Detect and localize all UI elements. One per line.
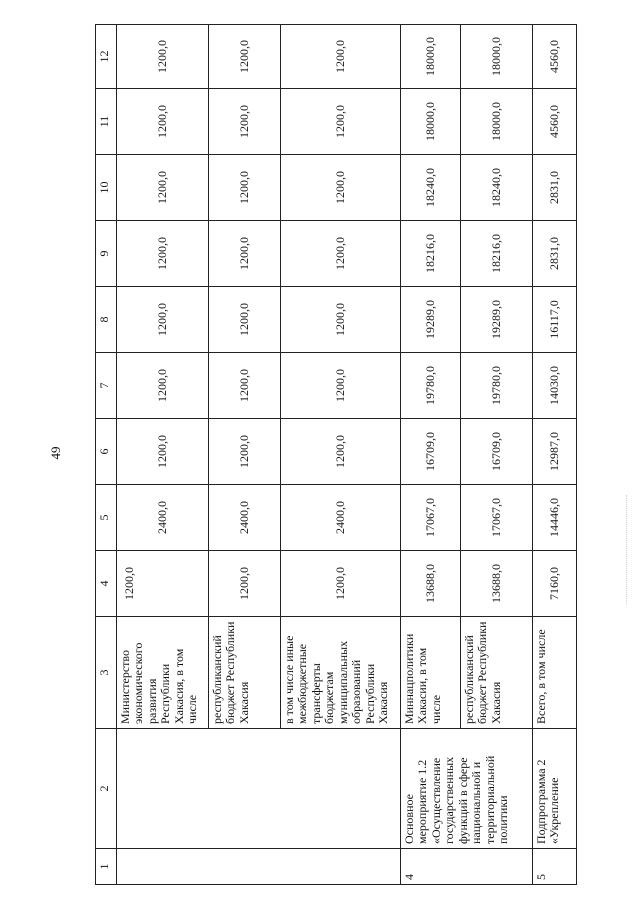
value-cell: 7160,0 xyxy=(533,551,577,617)
value-cell: 13688,0 xyxy=(461,551,533,617)
value-cell: 2400,0 xyxy=(117,485,209,551)
value-cell: 16709,0 xyxy=(461,419,533,485)
value-cell: 1200,0 xyxy=(117,551,209,617)
value-cell: 19780,0 xyxy=(401,353,461,419)
value-cell: 18000,0 xyxy=(461,89,533,155)
value-cell: 1200,0 xyxy=(281,155,401,221)
value-cell: 18240,0 xyxy=(461,155,533,221)
executor-cell: в том числе иные межбюджетные трансферты бюджетам муниципальных образований Республики Хакасия xyxy=(281,617,401,729)
header-cell: 7 xyxy=(96,353,117,419)
value-cell: 1200,0 xyxy=(209,353,281,419)
value-cell: 16709,0 xyxy=(401,419,461,485)
value-cell: 18000,0 xyxy=(401,89,461,155)
header-cell: 3 xyxy=(96,617,117,729)
value-cell: 4560,0 xyxy=(533,89,577,155)
table-row xyxy=(533,25,577,885)
page-number: 49 xyxy=(48,446,63,460)
value-cell: 1200,0 xyxy=(117,89,209,155)
value-cell: 1200,0 xyxy=(209,419,281,485)
value-cell: 18000,0 xyxy=(461,25,533,89)
header-cell: 6 xyxy=(96,419,117,485)
header-cell: 1 xyxy=(96,849,117,885)
value-cell: 18216,0 xyxy=(461,221,533,287)
value-cell: 19289,0 xyxy=(401,287,461,353)
value-cell: 18240,0 xyxy=(401,155,461,221)
value-cell: 2400,0 xyxy=(281,485,401,551)
value-cell: 19289,0 xyxy=(461,287,533,353)
header-cell: 4 xyxy=(96,551,117,617)
value-cell: 4560,0 xyxy=(533,25,577,89)
value-cell: 16117,0 xyxy=(533,287,577,353)
value-cell: 1200,0 xyxy=(117,155,209,221)
value-cell: 1200,0 xyxy=(281,353,401,419)
budget-table xyxy=(95,24,577,885)
header-cell: 5 xyxy=(96,485,117,551)
header-cell: 12 xyxy=(96,25,117,89)
header-cell: 8 xyxy=(96,287,117,353)
value-cell: 1200,0 xyxy=(117,25,209,89)
value-cell: 1200,0 xyxy=(209,89,281,155)
value-cell: 2400,0 xyxy=(209,485,281,551)
value-cell: 14030,0 xyxy=(533,353,577,419)
rotated-page xyxy=(95,25,615,885)
executor-cell: Миннацполитики Хакасии, в том числе xyxy=(401,617,461,729)
header-cell: 2 xyxy=(96,729,117,849)
value-cell: 18000,0 xyxy=(401,25,461,89)
header-cell: 9 xyxy=(96,221,117,287)
value-cell: 1200,0 xyxy=(281,25,401,89)
row-number-cell xyxy=(117,849,401,885)
value-cell: 1200,0 xyxy=(209,551,281,617)
table-row xyxy=(401,25,461,885)
value-cell: 1200,0 xyxy=(209,25,281,89)
executor-cell: республиканский бюджет Республики Хакасия xyxy=(209,617,281,729)
value-cell: 1200,0 xyxy=(209,221,281,287)
value-cell: 14446,0 xyxy=(533,485,577,551)
value-cell: 1200,0 xyxy=(209,155,281,221)
value-cell: 1200,0 xyxy=(117,287,209,353)
value-cell: 13688,0 xyxy=(401,551,461,617)
program-name-cell: Подпрограмма 2 «Укрепление xyxy=(533,729,577,849)
table-row xyxy=(117,25,209,885)
program-name-cell xyxy=(117,729,401,849)
value-cell: 1200,0 xyxy=(117,419,209,485)
value-cell: 19780,0 xyxy=(461,353,533,419)
program-name-cell: Основное мероприятие 1.2 «Осуществление государственных функций в сфере национальной и территориальной политики xyxy=(401,729,533,849)
row-number-cell: 5 xyxy=(533,849,577,885)
executor-cell: республиканский бюджет Республики Хакасия xyxy=(461,617,533,729)
header-cell: 11 xyxy=(96,89,117,155)
value-cell: 1200,0 xyxy=(281,551,401,617)
value-cell: 1200,0 xyxy=(209,287,281,353)
value-cell: 1200,0 xyxy=(117,221,209,287)
value-cell: 18216,0 xyxy=(401,221,461,287)
row-number-cell: 4 xyxy=(401,849,533,885)
value-cell: 2831,0 xyxy=(533,155,577,221)
scan-artifact xyxy=(626,495,633,605)
header-cell: 10 xyxy=(96,155,117,221)
value-cell: 1200,0 xyxy=(117,353,209,419)
executor-cell: Министерство экономического развития Республики Хакасия, в том числе xyxy=(117,617,209,729)
value-cell: 2831,0 xyxy=(533,221,577,287)
value-cell: 17067,0 xyxy=(461,485,533,551)
value-cell: 1200,0 xyxy=(281,221,401,287)
value-cell: 17067,0 xyxy=(401,485,461,551)
value-cell: 1200,0 xyxy=(281,287,401,353)
value-cell: 1200,0 xyxy=(281,89,401,155)
table-header-row xyxy=(96,25,117,885)
value-cell: 12987,0 xyxy=(533,419,577,485)
executor-cell: Всего, в том числе xyxy=(533,617,577,729)
value-cell: 1200,0 xyxy=(281,419,401,485)
